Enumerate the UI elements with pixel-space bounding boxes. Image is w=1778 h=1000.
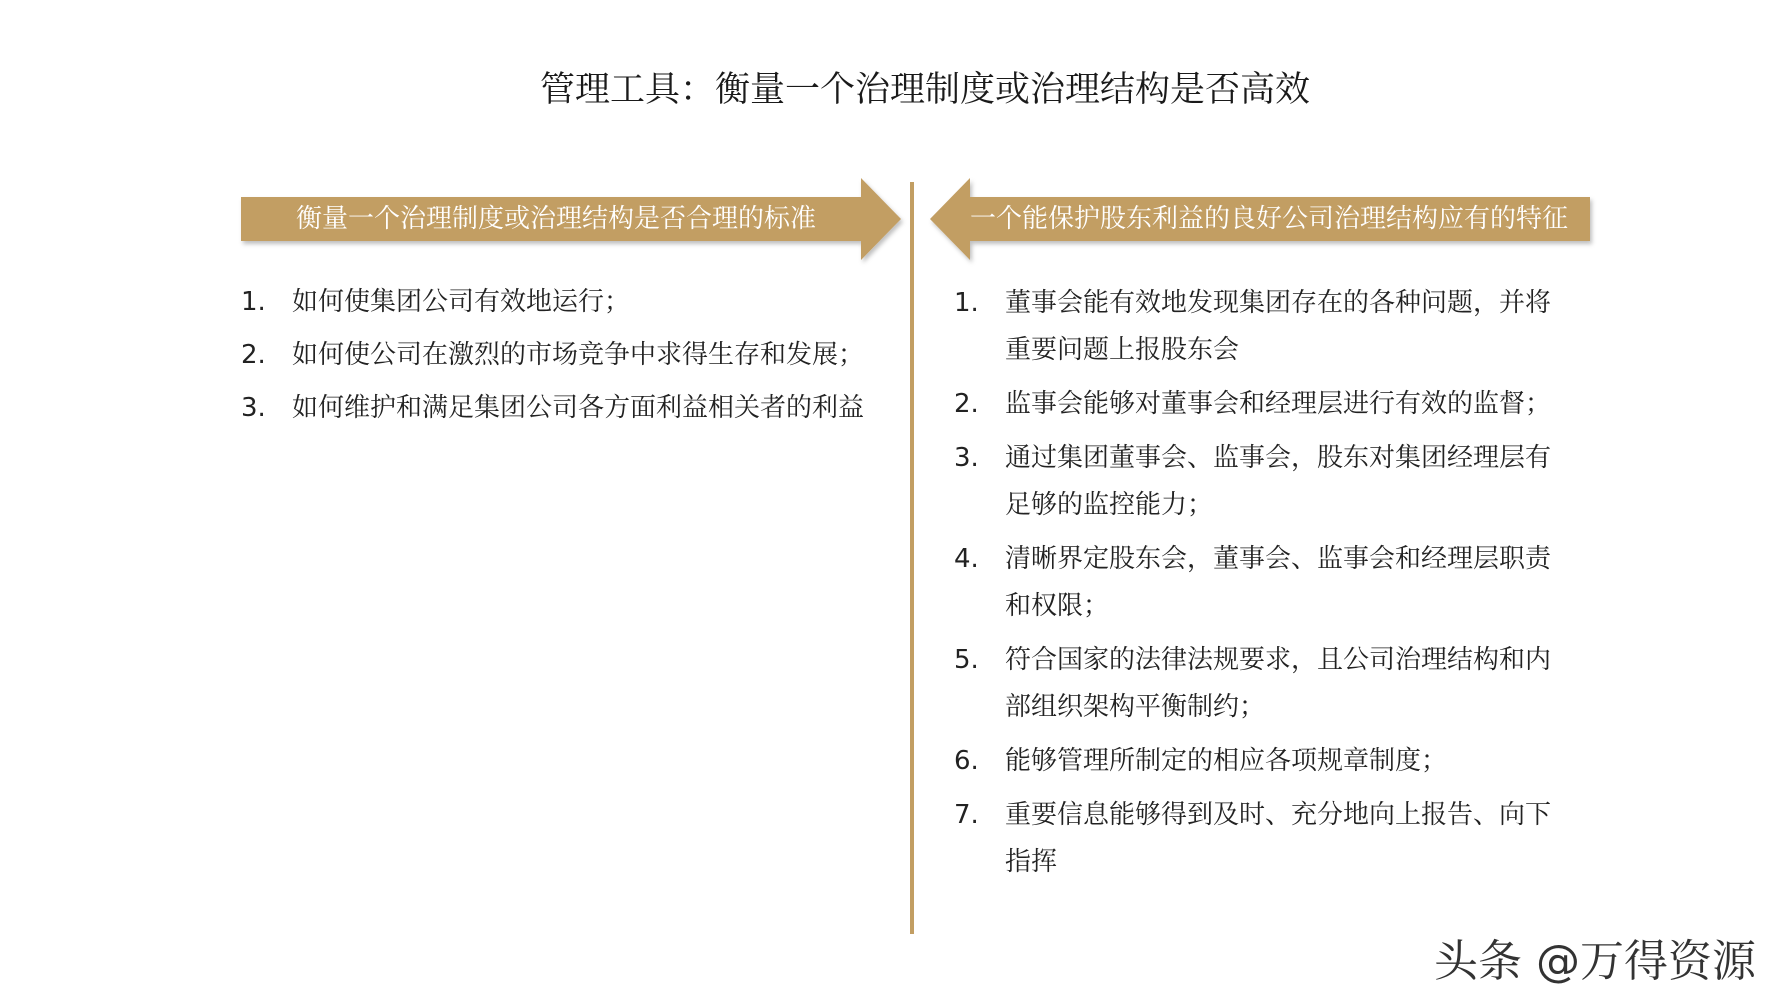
item-text: 通过集团董事会、监事会，股东对集团经理层有足够的监控能力； xyxy=(1005,443,1552,520)
item-number: 1. xyxy=(954,288,979,318)
left-criteria-list xyxy=(241,280,881,439)
list-item xyxy=(954,637,1574,731)
list-item xyxy=(954,280,1574,374)
list-item xyxy=(241,333,881,377)
watermark: 头条 @万得资源 xyxy=(1434,936,1756,987)
item-number: 2. xyxy=(954,389,979,419)
list-item xyxy=(954,536,1574,630)
list-item xyxy=(241,386,881,430)
list-item xyxy=(954,738,1574,785)
item-number: 3. xyxy=(241,393,266,423)
list-item xyxy=(241,280,881,324)
page-title: 管理工具：衡量一个治理制度或治理结构是否高效 xyxy=(539,70,1310,110)
right-banner-label: 一个能保护股东利益的良好公司治理结构应有的特征 xyxy=(970,204,1569,234)
item-number: 2. xyxy=(241,340,266,370)
left-banner-label: 衡量一个治理制度或治理结构是否合理的标准 xyxy=(296,204,817,234)
right-features-list xyxy=(954,280,1574,893)
item-number: 6. xyxy=(954,746,979,776)
item-text: 如何使集团公司有效地运行； xyxy=(292,287,631,317)
item-text: 董事会能有效地发现集团存在的各种问题，并将重要问题上报股东会 xyxy=(1005,288,1552,365)
right-arrow-banner xyxy=(930,178,1590,260)
item-number: 3. xyxy=(954,443,979,473)
item-number: 1. xyxy=(241,287,266,317)
item-text: 重要信息能够得到及时、充分地向上报告、向下指挥 xyxy=(1005,800,1552,877)
item-text: 如何维护和满足集团公司各方面利益相关者的利益 xyxy=(292,393,865,423)
list-item xyxy=(954,435,1574,529)
item-number: 5. xyxy=(954,645,979,675)
item-number: 7. xyxy=(954,800,979,830)
column-divider xyxy=(910,182,914,934)
list-item xyxy=(954,381,1574,428)
item-number: 4. xyxy=(954,544,979,574)
left-arrow-banner xyxy=(241,178,901,260)
item-text: 如何使公司在激烈的市场竞争中求得生存和发展； xyxy=(292,340,865,370)
list-item xyxy=(954,792,1574,886)
item-text: 符合国家的法律法规要求，且公司治理结构和内部组织架构平衡制约； xyxy=(1005,645,1552,722)
item-text: 监事会能够对董事会和经理层进行有效的监督； xyxy=(1005,389,1552,419)
item-text: 能够管理所制定的相应各项规章制度； xyxy=(1005,746,1448,776)
item-text: 清晰界定股东会，董事会、监事会和经理层职责和权限； xyxy=(1005,544,1552,621)
